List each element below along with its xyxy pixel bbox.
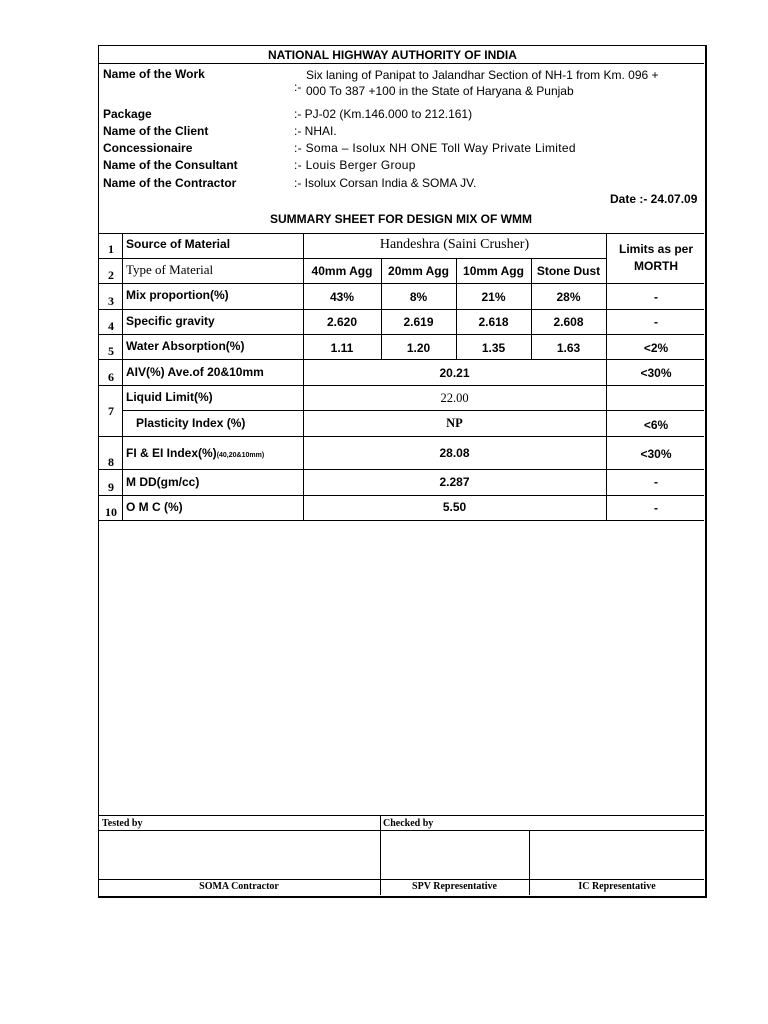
pi-label: Plasticity Index (%) bbox=[136, 416, 246, 430]
mix-label: Mix proportion(%) bbox=[126, 288, 229, 302]
ll-label: Liquid Limit(%) bbox=[126, 390, 213, 404]
material-header: 20mm Agg bbox=[388, 264, 449, 278]
table-line bbox=[98, 283, 704, 284]
table-line bbox=[123, 410, 704, 411]
contractor-label: Name of the Contractor bbox=[103, 176, 237, 190]
checked-by-label: Checked by bbox=[383, 818, 434, 829]
table-line bbox=[98, 495, 704, 496]
sg-label: Specific gravity bbox=[126, 314, 215, 328]
mdd-label: M DD(gm/cc) bbox=[126, 475, 200, 489]
row-number: 5 bbox=[108, 344, 114, 358]
wa-limit: <2% bbox=[643, 341, 669, 355]
wa-value: 1.11 bbox=[330, 341, 354, 355]
table-line bbox=[98, 469, 704, 470]
fi-label: FI & EI Index(%)(40,20&10mm) bbox=[126, 446, 265, 460]
document-frame bbox=[98, 45, 707, 898]
package-value: :- PJ-02 (Km.146.000 to 212.161) bbox=[294, 107, 473, 121]
row-number: 6 bbox=[108, 370, 114, 384]
soma-contractor-label: SOMA Contractor bbox=[199, 881, 279, 892]
tested-by-label: Tested by bbox=[102, 818, 143, 829]
table-line bbox=[98, 385, 704, 386]
pi-limit: <6% bbox=[643, 418, 669, 432]
material-header: 10mm Agg bbox=[463, 264, 524, 278]
material-header: Stone Dust bbox=[536, 264, 601, 278]
pi-value: NP bbox=[446, 416, 463, 430]
limits-header-line1: Limits as per bbox=[618, 242, 694, 256]
work-value-line2: 000 To 387 +100 in the State of Haryana & Punjab bbox=[306, 84, 574, 98]
fi-value: 28.08 bbox=[439, 446, 470, 460]
mix-value: 8% bbox=[409, 290, 428, 304]
row-number: 7 bbox=[108, 404, 114, 418]
row-number: 2 bbox=[108, 268, 114, 282]
mdd-limit: - bbox=[654, 475, 658, 489]
consultant-value: :- Louis Berger Group bbox=[294, 158, 416, 172]
ic-representative-label: IC Representative bbox=[578, 881, 656, 892]
footer-top-border bbox=[98, 815, 704, 816]
sg-value: 2.608 bbox=[553, 315, 584, 329]
fi-label-sub: (40,20&10mm) bbox=[216, 452, 265, 459]
mix-limit: - bbox=[654, 290, 658, 304]
mdd-value: 2.287 bbox=[439, 475, 470, 489]
table-line bbox=[98, 258, 606, 259]
omc-limit: - bbox=[654, 501, 658, 515]
row-number: 9 bbox=[108, 480, 114, 494]
concessionaire-value: :- Soma – Isolux NH ONE Toll Way Private Limited bbox=[294, 141, 576, 155]
sheet-title: SUMMARY SHEET FOR DESIGN MIX OF WMM bbox=[270, 212, 533, 226]
table-line bbox=[98, 359, 704, 360]
table-bottom-border bbox=[98, 520, 704, 521]
work-separator: :- bbox=[294, 80, 302, 94]
mix-value: 28% bbox=[556, 290, 581, 304]
aiv-limit: <30% bbox=[640, 366, 672, 380]
contractor-value: :- Isolux Corsan India & SOMA JV. bbox=[294, 176, 477, 190]
omc-value: 5.50 bbox=[442, 500, 467, 514]
spv-representative-label: SPV Representative bbox=[412, 881, 497, 892]
sg-limit: - bbox=[654, 315, 658, 329]
row-number: 8 bbox=[108, 455, 114, 469]
client-label: Name of the Client bbox=[103, 124, 209, 138]
omc-label: O M C (%) bbox=[126, 500, 183, 514]
material-header: 40mm Agg bbox=[311, 264, 373, 278]
package-label: Package bbox=[103, 107, 152, 121]
sg-value: 2.618 bbox=[478, 315, 509, 329]
sg-value: 2.619 bbox=[403, 315, 434, 329]
footer-line bbox=[98, 879, 704, 880]
ll-value: 22.00 bbox=[440, 391, 469, 405]
mix-value: 21% bbox=[481, 290, 506, 304]
sg-value: 2.620 bbox=[326, 315, 358, 329]
date-label: Date :- 24.07.09 bbox=[610, 192, 698, 206]
wa-value: 1.63 bbox=[556, 341, 581, 355]
source-label: Source of Material bbox=[126, 237, 231, 251]
client-value: :- NHAI. bbox=[294, 124, 337, 138]
row-number: 1 bbox=[108, 242, 114, 256]
table-line bbox=[98, 309, 704, 310]
row-number: 10 bbox=[105, 505, 117, 519]
wa-value: 1.35 bbox=[481, 341, 506, 355]
aiv-value: 20.21 bbox=[439, 366, 470, 380]
aiv-label: AIV(%) Ave.of 20&10mm bbox=[126, 365, 264, 379]
table-line bbox=[98, 436, 704, 437]
mix-value: 43% bbox=[329, 290, 355, 304]
footer-line bbox=[98, 830, 704, 831]
row-number: 4 bbox=[108, 319, 114, 333]
work-value-line1: Six laning of Panipat to Jalandhar Section of NH-1 from Km. 096 + bbox=[306, 68, 659, 82]
table-col-line bbox=[122, 233, 123, 520]
type-label: Type of Material bbox=[126, 262, 214, 277]
consultant-label: Name of the Consultant bbox=[103, 158, 238, 172]
divider bbox=[98, 63, 704, 64]
work-label: Name of the Work bbox=[103, 67, 205, 81]
concessionaire-label: Concessionaire bbox=[103, 141, 193, 155]
source-value: Handeshra (Saini Crusher) bbox=[379, 237, 530, 252]
wa-label: Water Absorption(%) bbox=[126, 339, 245, 353]
table-line bbox=[98, 334, 704, 335]
limits-header-line2: MORTH bbox=[634, 259, 678, 273]
row-number: 3 bbox=[108, 294, 114, 308]
wa-value: 1.20 bbox=[406, 341, 431, 355]
table-top-border bbox=[98, 233, 704, 234]
fi-limit: <30% bbox=[640, 447, 672, 461]
document-title: NATIONAL HIGHWAY AUTHORITY OF INDIA bbox=[268, 48, 517, 62]
